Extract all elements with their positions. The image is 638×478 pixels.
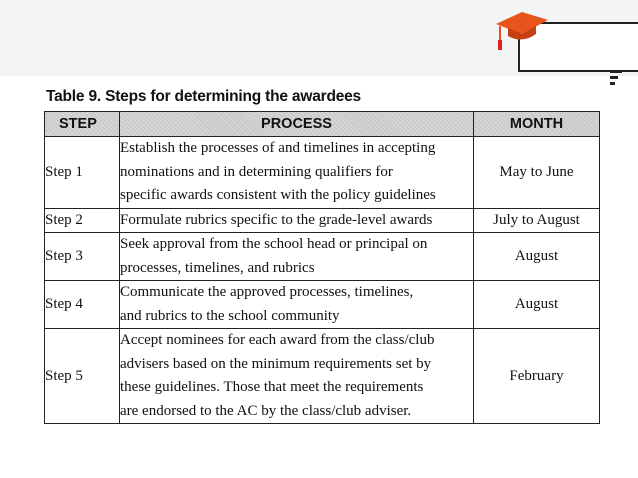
- process-cell: [120, 208, 474, 233]
- table-header-row: [45, 112, 600, 137]
- table-title: Table 9. Steps for determining the awardees: [46, 88, 361, 105]
- step-cell: Step 3: [45, 233, 120, 281]
- process-line: these guidelines. Those that meet the requirements: [120, 379, 424, 395]
- header-step: STEP: [45, 112, 120, 137]
- month-cell: August: [474, 281, 600, 329]
- process-cell: [120, 137, 474, 209]
- process-line: and rubrics to the school community: [120, 307, 340, 324]
- table-row: [45, 137, 600, 209]
- month-cell: August: [474, 233, 600, 281]
- month-cell: February: [474, 329, 600, 424]
- process-cell: [120, 281, 474, 329]
- corner-bars-icon: [600, 70, 628, 90]
- process-cell: [120, 233, 474, 281]
- month-cell: May to June: [474, 137, 600, 209]
- process-line: advisers based on the minimum requirements set by: [120, 355, 432, 372]
- graduation-cap-icon: [492, 4, 552, 56]
- table-row: [45, 208, 600, 233]
- process-line: processes, timelines, and rubrics: [120, 259, 315, 276]
- month-cell: July to August: [474, 208, 600, 233]
- header-process: PROCESS: [120, 112, 474, 137]
- step-cell: Step 5: [45, 329, 120, 424]
- process-line: are endorsed to the AC by the class/club adviser.: [120, 402, 412, 419]
- process-line: Communicate the approved processes, timelines,: [120, 284, 414, 300]
- school-logo: [492, 4, 638, 98]
- step-cell: Step 1: [45, 137, 120, 209]
- process-line: Accept nominees for each award from the class/club: [120, 332, 435, 348]
- process-line: Formulate rubrics specific to the grade-level awards: [120, 211, 433, 228]
- process-line: Establish the processes of and timelines in accepting: [120, 140, 436, 156]
- step-cell: Step 4: [45, 281, 120, 329]
- table-row: [45, 281, 600, 329]
- process-cell: [120, 329, 474, 424]
- steps-table: [44, 111, 600, 424]
- header-month: MONTH: [474, 112, 600, 137]
- table-row: [45, 329, 600, 424]
- process-line: specific awards consistent with the policy guidelines: [120, 187, 436, 203]
- process-line: nominations and in determining qualifiers for: [120, 163, 393, 180]
- process-line: Seek approval from the school head or principal on: [120, 236, 428, 252]
- step-cell: Step 2: [45, 208, 120, 233]
- table-row: [45, 233, 600, 281]
